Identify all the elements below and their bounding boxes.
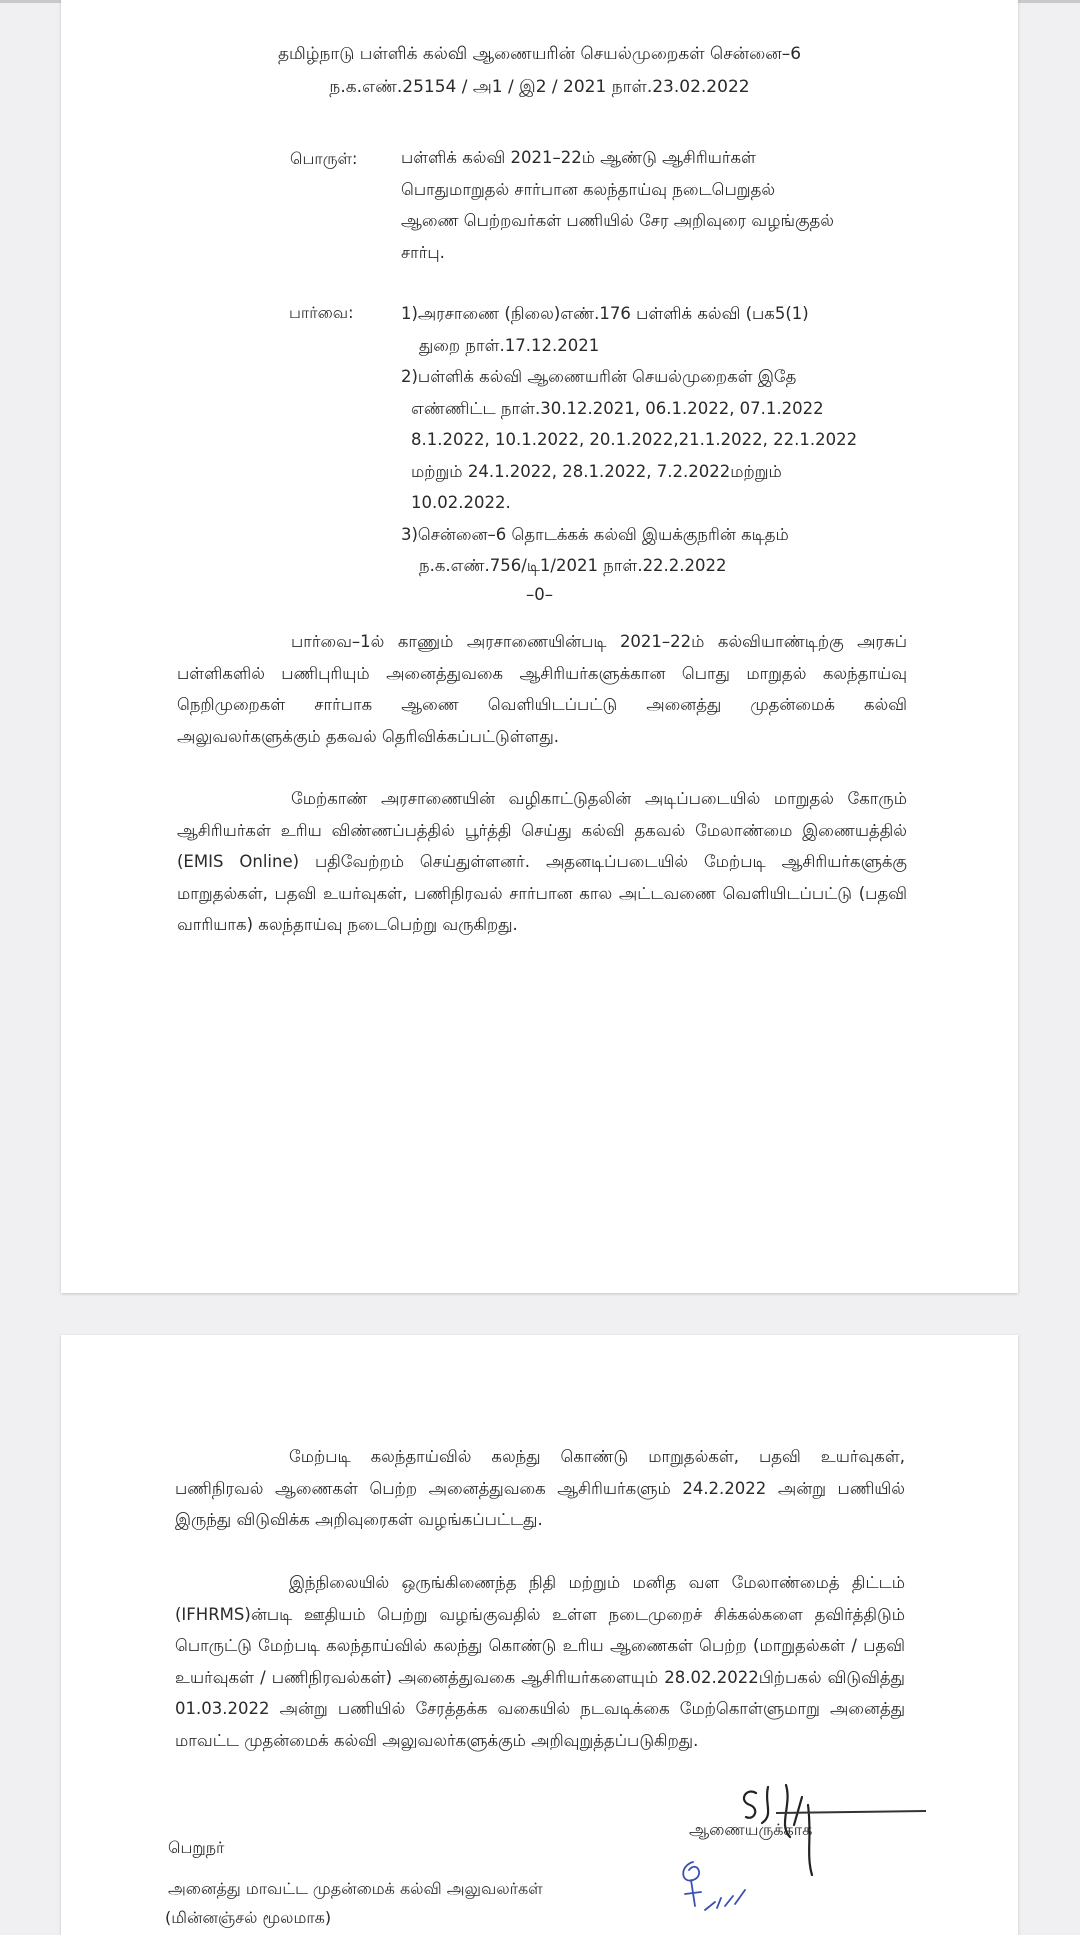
separator: –0–: [526, 585, 553, 604]
reference-line: மற்றும் 24.1.2022, 28.1.2022, 7.2.2022மற்றும்: [411, 461, 782, 481]
paragraph-3-text: மேற்படி கலந்தாய்வில் கலந்து கொண்டு மாறுதல்கள், பதவி உயர்வுகள், பணிநிரவல் ஆணைகள் பெற்ற அனைத்துவகை ஆசிரியர்களும் 24.2.2022 அன்று பணியில் இருந்து விடுவிக்க அறிவுரைகள் வழங்கப்பட்டது.: [175, 1447, 905, 1529]
reference-line: 1)அரசாணை (நிலை)எண்.176 பள்ளிக் கல்வி (பக5(1): [401, 304, 809, 323]
paragraph-4-text: இந்நிலையில் ஒருங்கிணைந்த நிதி மற்றும் மனித வள மேலாண்மைத் திட்டம் (IFHRMS)ன்படி ஊதியம் பெற்று வழங்குவதில் உள்ள நடைமுறைச் சிக்கல்களை தவிர்த்திடும் பொருட்டு மேற்படி கலந்தாய்வில் கலந்து கொண்டு உரிய ஆணைகள் பெற்ற (மாறுதல்கள் / பதவி உயர்வுகள் / பணிநிரவல்கள்) அனைத்துவகை ஆசிரியர்களையும் 28.02.2022பிற்பகல் விடுவித்து 01.03.2022 அன்று பணியில் சேரத்தக்க வகையில் நடவடிக்கை மேற்கொள்ளுமாறு அனைத்து மாவட்ட முதன்மைக் கல்வி அலுவலர்களுக்கும் அறிவுறுத்தப்படுகிறது.: [175, 1573, 905, 1750]
reference-line: 8.1.2022, 10.1.2022, 20.1.2022,21.1.2022, 22.1.2022: [411, 430, 858, 449]
reference-label: பார்வை:: [289, 303, 354, 322]
recipient-note: (மின்னஞ்சல் மூலமாக): [165, 1908, 332, 1927]
subject-line: பொதுமாறுதல் சார்பான கலந்தாய்வு நடைபெறுதல்: [401, 179, 776, 199]
reference-text: [401, 298, 1011, 582]
subject-line: பள்ளிக் கல்வி 2021–22ம் ஆண்டு ஆசிரியர்கள்: [401, 148, 756, 167]
subject-line: சார்பு.: [401, 242, 445, 262]
signatory: ஆணையருக்காக: [689, 1820, 813, 1839]
header-line-2: ந.க.எண்.25154 / அ1 / இ2 / 2021 நாள்.23.02.2022: [329, 77, 750, 97]
reference-line: 3)சென்னை–6 தொடக்கக் கல்வி இயக்குநரின் கடிதம்: [401, 524, 789, 544]
paragraph-2: [177, 783, 907, 941]
reference-line: எண்ணிட்ட நாள்.30.12.2021, 06.1.2022, 07.1.2022: [411, 398, 824, 418]
reference-line: ந.க.எண்.756/டி1/2021 நாள்.22.2.2022: [419, 556, 727, 575]
reference-line: 10.02.2022.: [411, 493, 511, 512]
paragraph-4: [175, 1567, 905, 1756]
reference-line: 2)பள்ளிக் கல்வி ஆணையரின் செயல்முறைகள் இதே: [401, 367, 797, 386]
recipient: அனைத்து மாவட்ட முதன்மைக் கல்வி அலுவலர்கள்: [168, 1879, 543, 1898]
document-page-2: [61, 1335, 1018, 1935]
paragraph-3: [175, 1441, 905, 1536]
paragraph-1: [177, 626, 907, 752]
subject-line: ஆணை பெற்றவர்கள் பணியில் சேர அறிவுரை வழங்குதல்: [401, 211, 834, 230]
recipient-label: பெறுநர்: [168, 1838, 225, 1857]
initial-mark: [671, 1850, 761, 1920]
document-page-1: [61, 0, 1018, 1293]
header-line-1: தமிழ்நாடு பள்ளிக் கல்வி ஆணையரின் செயல்முறைகள் சென்னை–6: [277, 44, 802, 64]
subject-label: பொருள்:: [290, 149, 358, 168]
subject-text: [401, 142, 1001, 268]
paragraph-2-text: மேற்காண் அரசாணையின் வழிகாட்டுதலின் அடிப்படையில் மாறுதல் கோரும் ஆசிரியர்கள் உரிய விண்ணப்பத்தில் பூர்த்தி செய்து கல்வி தகவல் மேலாண்மை இணையத்தில் (EMIS Online) பதிவேற்றம் செய்துள்ளனர். அதனடிப்படையில் மேற்படி ஆசிரியர்களுக்கு மாறுதல்கள், பதவி உயர்வுகள், பணிநிரவல் சார்பான கால அட்டவணை வெளியிடப்பட்டு (பதவி வாரியாக) கலந்தாய்வு நடைபெற்று வருகிறது.: [177, 789, 907, 934]
paragraph-1-text: பார்வை–1ல் காணும் அரசாணையின்படி 2021–22ம் கல்வியாண்டிற்கு அரசுப் பள்ளிகளில் பணிபுரியும் அனைத்துவகை ஆசிரியர்களுக்கான பொது மாறுதல் கலந்தாய்வு நெறிமுறைகள் சார்பாக ஆணை வெளியிடப்பட்டு அனைத்து முதன்மைக் கல்வி அலுவலர்களுக்கும் தகவல் தெரிவிக்கப்பட்டுள்ளது.: [177, 632, 907, 746]
reference-line: துறை நாள்.17.12.2021: [419, 335, 600, 355]
